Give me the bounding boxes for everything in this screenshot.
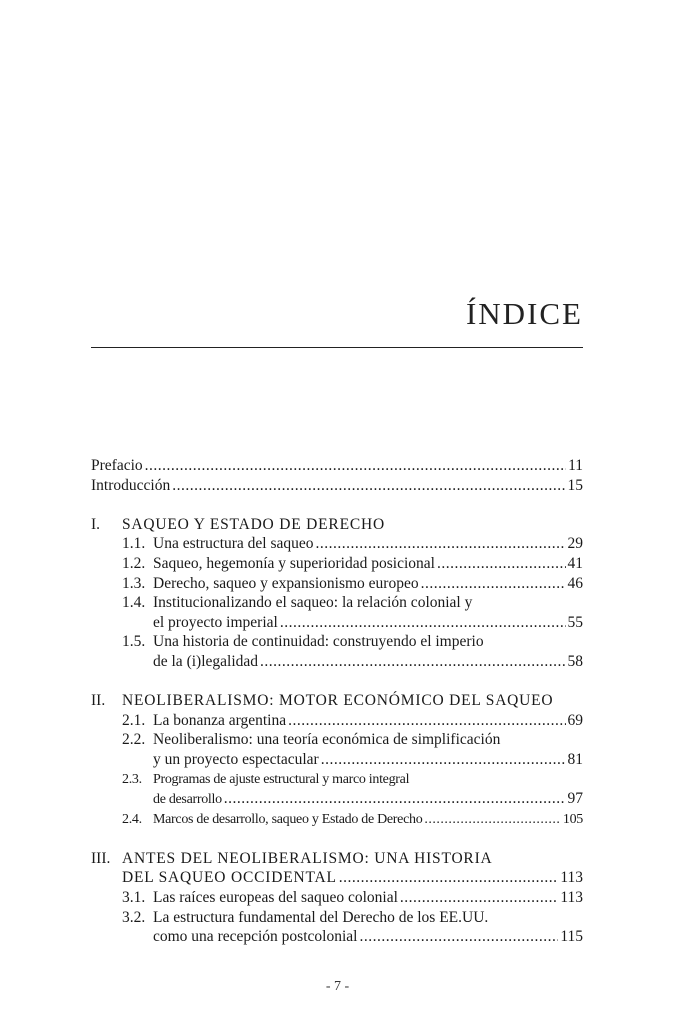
chapter-title-cont: DEL SAQUEO OCCIDENTAL [122,869,337,887]
section-number: 1.4. [122,594,146,612]
toc-section[interactable] [91,730,583,750]
toc-section[interactable] [91,632,583,652]
section-page: 81 [567,750,583,768]
section-number: 2.2. [122,731,146,749]
section-number: 3.1. [122,889,146,907]
section-number: 1.5. [122,633,146,651]
chapter-heading[interactable] [91,691,583,711]
dot-leader [288,711,565,731]
section-number: 1.3. [122,574,146,592]
section-title: Las raíces europeas del saqueo colonial [153,889,398,907]
section-title-cont: como una recepción postcolonial [153,928,358,946]
toc-section[interactable] [91,711,583,731]
dot-leader [316,534,566,554]
section-number: 1.1. [122,535,146,553]
dot-leader [339,868,559,888]
section-page: 115 [560,928,583,946]
chapter-title: NEOLIBERALISMO: MOTOR ECONÓMICO DEL SAQUEO [122,692,554,710]
section-title: Saqueo, hegemonía y superioridad posicional [153,554,435,572]
dot-leader [421,574,566,594]
section-title: Una estructura del saqueo [153,535,314,553]
section-title: Institucionalizando el saqueo: la relación colonial y [153,594,473,612]
section-number: 1.2. [122,554,146,572]
section-title-cont: y un proyecto espectacular [153,750,319,768]
section-title-cont: de la (i)legalidad [153,652,259,670]
toc-section[interactable] [91,554,583,574]
chapter-heading-continuation[interactable] [91,868,583,888]
section-page: 105 [562,811,583,827]
section-page: 113 [560,889,583,907]
section-number: 3.2. [122,908,146,926]
toc-section-continuation[interactable] [91,927,583,947]
section-title-cont: el proyecto imperial [153,613,278,631]
dot-leader [280,613,566,633]
chapter-title: ANTES DEL NEOLIBERALISMO: UNA HISTORIA [122,849,493,867]
section-number: 2.4. [122,811,142,827]
chapter-number: II. [91,692,106,710]
dot-leader [321,750,566,770]
dot-leader [145,456,566,476]
toc-section-continuation[interactable] [91,652,583,672]
entry-label: Introducción [91,476,171,494]
section-page: 58 [567,652,583,670]
dot-leader [400,888,558,908]
section-page: 55 [567,613,583,631]
toc-section-continuation[interactable] [91,750,583,770]
section-page: 97 [567,790,583,808]
section-title: La bonanza argentina [153,711,287,729]
section-title: Una historia de continuidad: construyendo el imperio [153,633,484,651]
section-title: Marcos de desarrollo, saqueo y Estado de Derecho [153,811,423,827]
section-title: Derecho, saqueo y expansionismo europeo [153,574,419,592]
section-title: Programas de ajuste estructural y marco integral [153,771,410,787]
toc-section[interactable] [91,810,583,830]
toc-section-continuation[interactable] [91,613,583,633]
section-title-cont: de desarrollo [153,792,222,808]
chapter-heading[interactable] [91,515,583,535]
table-of-contents [91,456,583,947]
section-number: 2.1. [122,711,146,729]
toc-section[interactable] [91,770,583,790]
section-title: La estructura fundamental del Derecho de los EE.UU. [153,908,489,926]
chapter-title: SAQUEO Y ESTADO DE DERECHO [122,515,385,533]
entry-page: 15 [567,476,583,494]
page-title: ÍNDICE [465,296,583,331]
dot-leader [437,554,566,574]
section-page: 41 [567,554,583,572]
page-number: - 7 - [325,979,350,994]
dot-leader [424,810,561,830]
entry-page: 11 [568,457,583,474]
toc-section[interactable] [91,888,583,908]
dot-leader [359,927,558,947]
section-page: 29 [567,535,583,553]
chapter-heading[interactable] [91,849,583,869]
toc-section[interactable] [91,593,583,613]
toc-section-continuation[interactable] [91,789,583,810]
dot-leader [224,789,566,809]
section-title: Neoliberalismo: una teoría económica de simplificación [153,731,501,749]
toc-entry-prefacio[interactable] [91,456,583,476]
dot-leader [260,652,565,672]
chapter-number: III. [91,849,111,867]
toc-section[interactable] [91,908,583,928]
dot-leader [172,476,565,496]
section-number: 2.3. [122,771,142,787]
toc-entry-introduccion[interactable] [91,476,583,496]
section-page: 69 [567,711,583,729]
chapter-number: I. [91,515,101,533]
title-rule [91,347,583,348]
section-page: 46 [567,574,583,592]
chapter-page: 113 [560,869,583,887]
toc-section[interactable] [91,574,583,594]
entry-label: Prefacio [91,457,143,474]
toc-section[interactable] [91,534,583,554]
